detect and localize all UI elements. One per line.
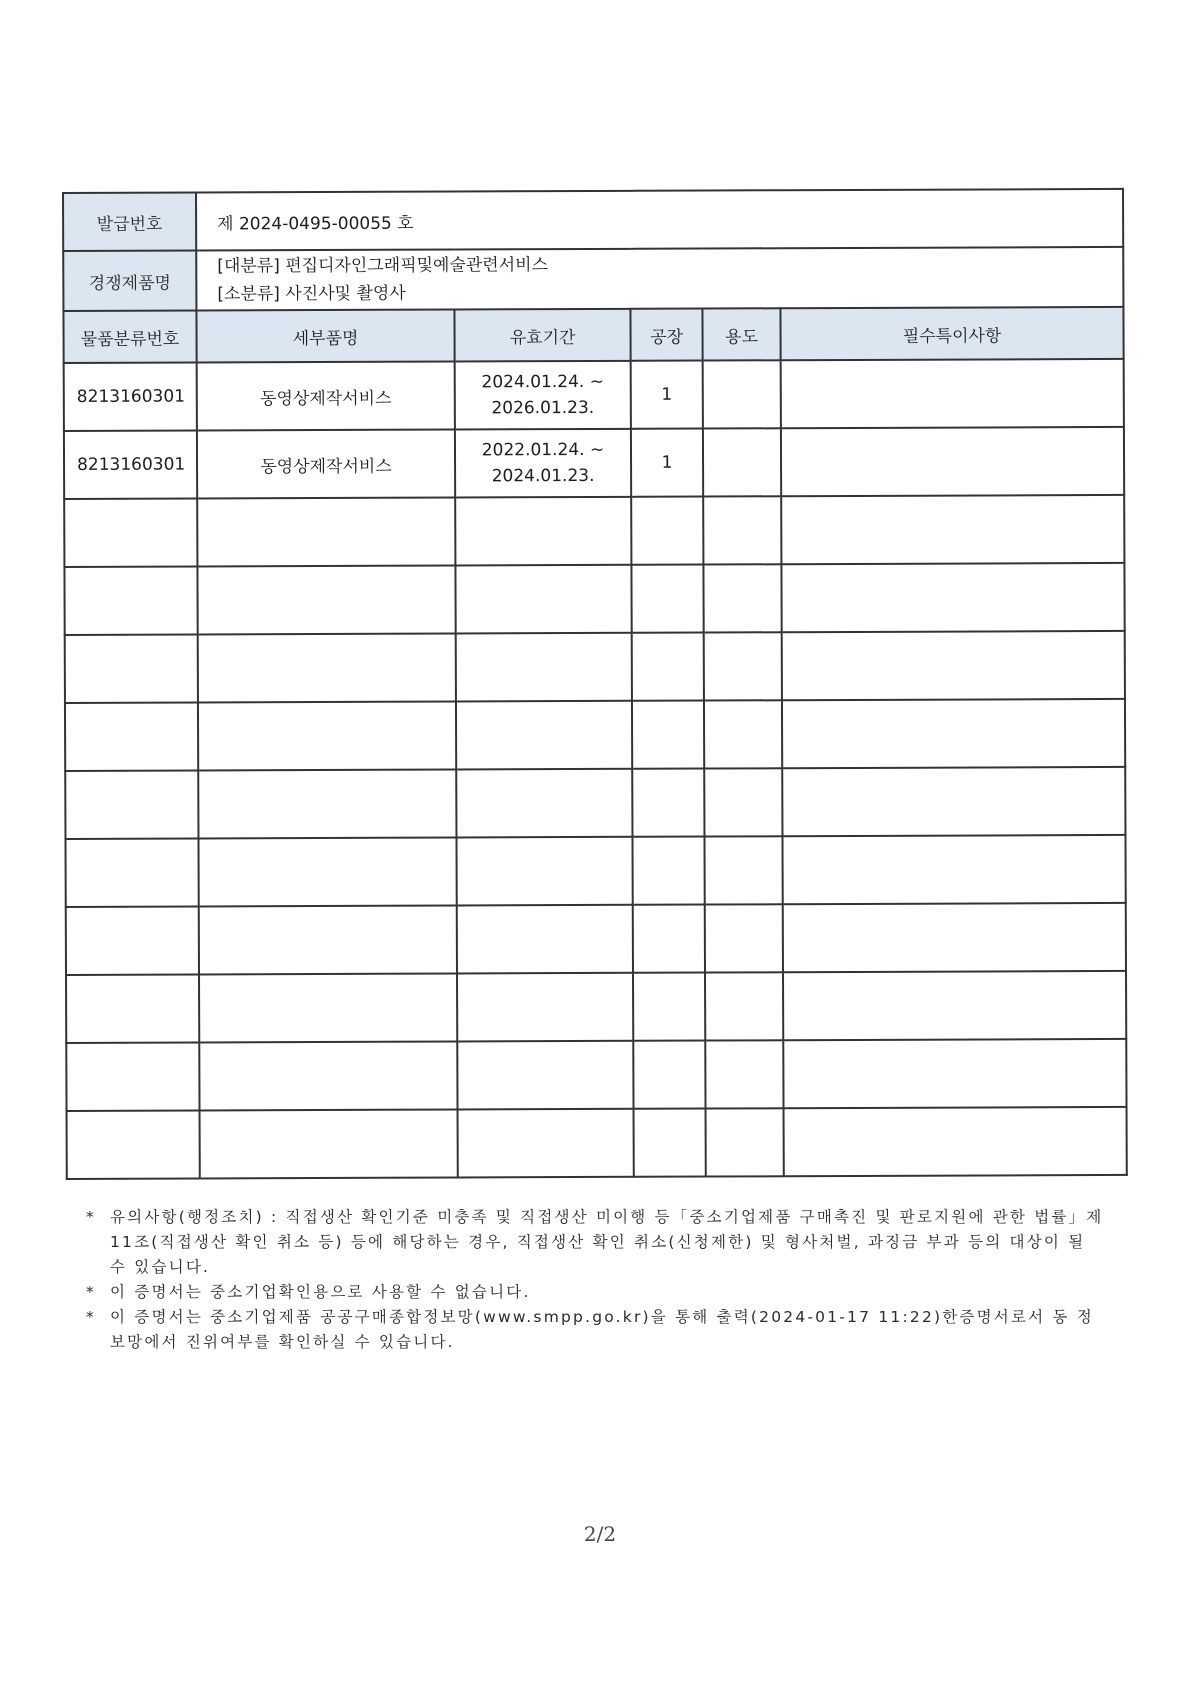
col-header-notes: 필수특이사항 (780, 307, 1123, 360)
product-name-row (63, 247, 1123, 311)
row-notes (781, 359, 1124, 428)
note-text: 유의사항(행정조치) : 직접생산 확인기준 미충족 및 직접생산 미이행 등「중소기업제품 구매촉진 및 판로지원에 관한 법률」제11조(직접생산 확인 취소 등) 등에 해당하는 경우, 직접생산 확인 취소(신청제한) 및 형사처벌, 과징금 부과 등의 대상이 될 수 있습니다. (110, 1208, 1104, 1276)
empty-table-row (67, 1107, 1127, 1179)
issue-number-row (63, 189, 1123, 251)
empty-table-row (66, 903, 1126, 975)
table-row (64, 359, 1124, 431)
product-name-label: 경쟁제품명 (63, 250, 196, 311)
row-code: 8213160301 (64, 430, 197, 499)
note-bullet: * (86, 1283, 96, 1301)
row-period (455, 429, 631, 498)
empty-table-row (65, 699, 1125, 771)
note-verification (86, 1305, 1106, 1355)
empty-table-row (66, 1039, 1126, 1111)
certificate-table (62, 188, 1128, 1180)
column-header-row (63, 307, 1123, 363)
empty-table-row (65, 767, 1125, 839)
note-text: 이 증명서는 중소기업제품 공공구매종합정보망(www.smpp.go.kr)을 통해 출력(2024-01-17 11:22)한증명서로서 동 정보망에서 진위여부를 확인하실 수 있습니다. (110, 1308, 1094, 1351)
empty-table-row (65, 835, 1125, 907)
row-notes (781, 427, 1124, 496)
product-name-value (196, 247, 1123, 311)
row-period-start: 2024.01.24. ~ (481, 371, 604, 393)
note-usage-restriction (86, 1280, 1106, 1305)
issue-number-value: 제 2024-0495-00055 호 (196, 189, 1123, 251)
row-period-end: 2026.01.23. (491, 397, 595, 419)
empty-table-row (65, 631, 1125, 703)
note-text: 이 증명서는 중소기업확인용으로 사용할 수 없습니다. (110, 1283, 531, 1301)
issue-number-label: 발급번호 (63, 192, 196, 251)
empty-table-row (64, 563, 1124, 635)
row-usage (703, 360, 781, 428)
notes-section (86, 1205, 1106, 1355)
note-administrative-action (86, 1205, 1106, 1280)
row-code: 8213160301 (64, 362, 197, 431)
col-header-period: 유효기간 (454, 309, 630, 362)
row-period (455, 361, 631, 430)
col-header-usage: 용도 (702, 308, 780, 360)
product-major-category: [대분류] 편집디자인그래픽및예술관련서비스 (217, 255, 549, 277)
row-usage (703, 428, 781, 496)
row-period-start: 2022.01.24. ~ (481, 439, 605, 461)
table-row (64, 427, 1124, 499)
note-bullet: * (86, 1308, 96, 1326)
row-name: 동영상제작서비스 (197, 361, 455, 430)
empty-table-row (66, 971, 1126, 1043)
row-factory: 1 (631, 429, 703, 497)
row-name: 동영상제작서비스 (197, 429, 455, 498)
col-header-name: 세부품명 (196, 309, 454, 362)
row-factory: 1 (631, 361, 703, 429)
col-header-code: 물품분류번호 (63, 310, 196, 363)
page-number: 2/2 (583, 1522, 617, 1546)
col-header-factory: 공장 (630, 309, 702, 361)
product-minor-category: [소분류] 사진사및 촬영사 (217, 283, 406, 305)
note-bullet: * (86, 1208, 96, 1226)
empty-table-row (64, 495, 1124, 567)
row-period-end: 2024.01.23. (491, 465, 595, 487)
